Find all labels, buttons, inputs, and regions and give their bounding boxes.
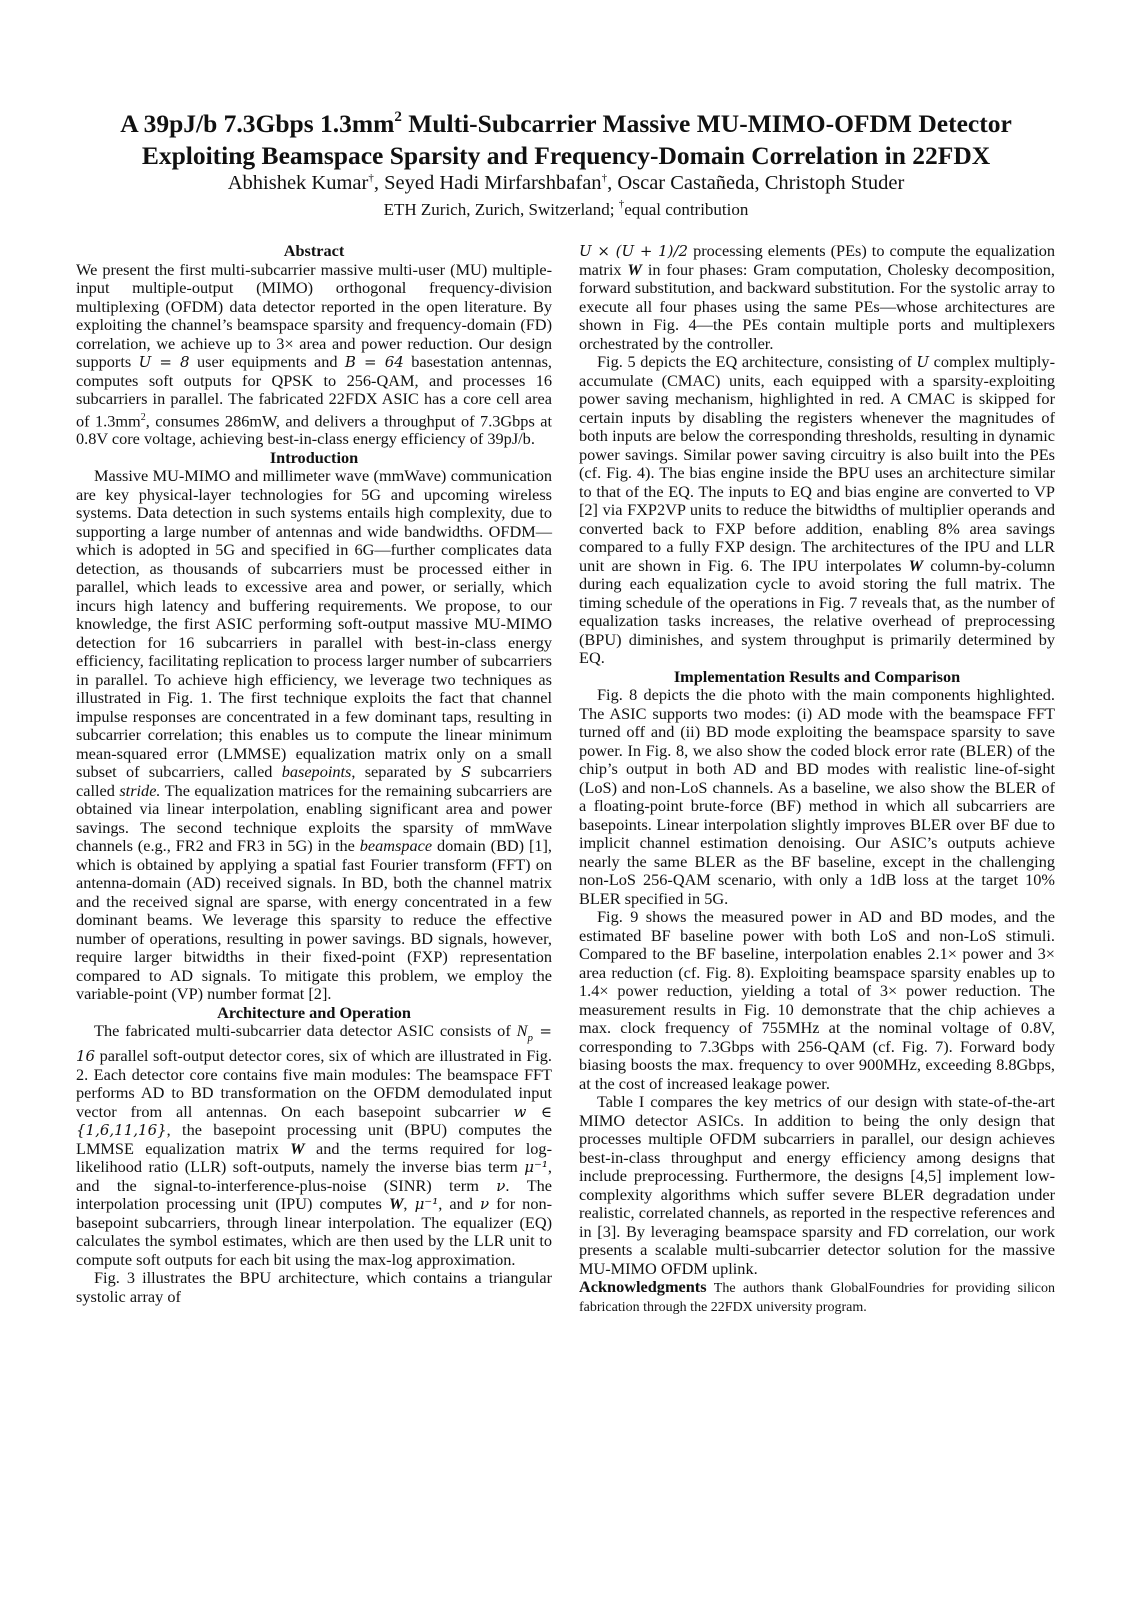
math-inline: = 16 [76, 1022, 553, 1066]
affiliation [40, 199, 1092, 221]
affiliation-note: equal contribution [624, 200, 749, 219]
math-inline: S [461, 763, 472, 782]
right-column [579, 242, 1055, 1317]
author-name: Christoph Studer [764, 172, 905, 194]
math-inline: μ⁻¹ [524, 1158, 548, 1177]
author-list: Abhishek Kumar†, Seyed Hadi Mirfarshbafan†, Oscar Castañeda, Christoph Studer [227, 172, 905, 194]
architecture-paragraph-1: The fabricated multi-subcarrier data detector ASIC consists of $N_p = 16$ parallel soft-output detector cores, six of which are illustrated in Fig. 2. Each detector core contains five main modules: The beamspace FFT performs AD to BD transformation on the OFDM demodulated input vector from all antennas. On each basepoint subcarrier w ∈ {1,6,11,16}, the basepoint processing unit (BPU) computes the LMMSE equalization matrix W and the terms required for log-likelihood ratio (LLR) soft-outputs, namely the inverse bias term μ⁻¹, and the signal-to-interference-plus-noise (SINR) term ν. The interpolation processing unit (IPU) computes W, μ⁻¹, and ν for non-basepoint subcarriers, through linear interpolation. The equalizer (EQ) calculates the symbol estimates, which are then used by the LLR unit to compute soft outputs for each bit using the max-log approximation. [76, 1021, 553, 1269]
math-inline: B = 64 [344, 353, 404, 371]
paper-title [40, 108, 1092, 172]
architecture-paragraph-2b: U × (U + 1)/2 processing elements (PEs) to compute the equalization matrix W in four phases: Gram computation, Cholesky decomposition, forward substitution, and backward substitution. For the systolic array to execute all four phases using the same PEs—whose architectures are shown in Fig. 4—the PEs contain multiple ports and multiplexers orchestrated by the controller. [579, 241, 1055, 353]
math-inline: ν [479, 1195, 490, 1214]
title-line1: A 39pJ/b 7.3Gbps 1.3mm [120, 109, 395, 138]
author-name: Seyed Hadi Mirfarshbafan [384, 172, 602, 194]
architecture-paragraph-3: Fig. 5 depicts the EQ architecture, consisting of U complex multiply-accumulate (CMAC) units, each equipped with a sparsity-exploiting power saving mechanism, highlighted in red. A CMAC is skipped for certain inputs by disabling the registers whenever the magnitudes of both inputs are below the corresponding thresholds, resulting in dynamic power savings. Similar power saving circuitry is also built into the PEs (cf. Fig. 4). The bias engine inside the BPU uses an architecture similar to that of the EQ. The inputs to EQ and bias engine are converted to VP [2] via FXP2VP units to reduce the bitwidths of multiplier operands and converted back to FXP before addition, enabling 8% area savings compared to a fully FXP design. The architectures of the IPU and LLR unit are shown in Fig. 6. The IPU interpolates W column-by-column during each equalization cycle to avoid storing the full matrix. The timing schedule of the operations in Fig. 7 reveals that, as the number of equalization tasks increases, the relative overhead of preprocessing (BPU) diminishes, and system throughput is primarily determined by EQ. [579, 352, 1055, 667]
title-line2: Exploiting Beamspace Sparsity and Frequency-Domain Correlation in 22FDX [141, 141, 991, 170]
abstract-paragraph: We present the first multi-subcarrier massive multi-user (MU) multiple-input multiple-output (MIMO) orthogonal frequency-division multiplexing (OFDM) data detector reported in the open literature. By exploiting the channel’s beamspace sparsity and frequency-domain (FD) correlation, we achieve up to 3× area and power reduction. Our design supports U = 8 user equipments and B = 64 basestation antennas, computes soft outputs for QPSK to 256-QAM, and processes 16 subcarriers in parallel. The fabricated 22FDX ASIC has a core cell area of $1.3mm^2$, consumes 286mW, and delivers a throughput of 7.3Gbps at 0.8V core voltage, achieving best-in-class energy efficiency of 39pJ/b. [76, 259, 552, 449]
architecture-heading: Architecture and Operation [217, 1002, 411, 1022]
equal-contribution-mark: † [368, 172, 374, 184]
introduction-heading: Introduction [269, 447, 359, 467]
math-inline: μ⁻¹ [414, 1195, 439, 1214]
equal-contribution-mark: † [601, 172, 608, 184]
author-name: Oscar Castañeda [617, 172, 755, 194]
results-paragraph-1: Fig. 8 depicts the die photo with the main components highlighted. The ASIC supports two modes: (i) AD mode with the beamspace FFT turned off and (ii) BD mode exploiting the beamspace sparsity to save power. In Fig. 8, we also show the coded block error rate (BLER) of the chip’s output in both AD and BD modes with realistic line-of-sight (LoS) and non-LoS channels. As a baseline, we also show the BLER of a floating-point brute-force (BF) method in which all subcarriers are basepoints. Linear interpolation slightly improves BLER over BF due to implicit channel estimation denoising. Our ASIC’s outputs achieve nearly the same BLER as the BF baseline, except in the challenging non-LoS 256-QAM scenario, with only a 1dB loss at the target 10% BLER specified in 5G. [579, 685, 1055, 908]
math-inline: U = 8 [138, 353, 190, 371]
title-superscript: 2 [394, 109, 402, 125]
results-heading: Implementation Results and Comparison [673, 666, 961, 686]
affiliation-mark: † [618, 198, 625, 210]
abstract-heading: Abstract [283, 241, 345, 260]
author-name: Abhishek Kumar [227, 172, 369, 194]
introduction-paragraph: Massive MU-MIMO and millimeter wave (mmWave) communication are key physical-layer technologies for 5G and upcoming wireless systems. Data detection in such systems entails high complexity, due to supporting a large number of antennas and wide bandwidths. OFDM—which is adopted in 5G and specified in 6G—further complicates data detection, as thousands of subcarriers must be processed either in parallel, which leads to excessive area and power, or serially, which incurs high latency and buffering requirements. We propose, to our knowledge, the first ASIC performing soft-output massive MU-MIMO detection for 16 subcarriers in parallel with best-in-class energy efficiency, facilitating replication to process larger number of subcarriers in parallel. To achieve high efficiency, we leverage two techniques as illustrated in Fig. 1. The first technique exploits the fact that channel impulse responses are concentrated in a few dominant taps, resulting in subcarrier correlation; this enables us to compute the linear minimum mean-squared error (LMMSE) equalization matrix only on a small subset of subcarriers, called basepoints, separated by S subcarriers called stride. The equalization matrices for the remaining subcarriers are obtained via linear interpolation, enabling significant area and power savings. The second technique exploits the sparsity of mmWave channels (e.g., FR2 and FR3 in 5G) in the beamspace domain (BD) [1], which is obtained by applying a spatial fast Fourier transform (FFT) on antenna-domain (AD) received signals. In BD, both the channel matrix and the received signal are sparse, with energy concentrated in a few dominant beams. We leverage this sparsity to reduce the effective number of operations, resulting in power savings. BD signals, however, require larger bitwidths in their fixed-point (FXP) representation compared to AD signals. To mitigate this problem, we employ the variable-point (VP) number format [2]. [76, 466, 553, 1004]
acknowledgments-text: The authors thank GlobalFoundries for providing silicon fabrication through the 22FDX university program. [579, 1281, 1055, 1315]
math-inline: ν [496, 1176, 506, 1195]
left-column [76, 242, 552, 1306]
architecture-paragraph-2a: Fig. 3 illustrates the BPU architecture, which contains a triangular systolic array of [76, 1268, 552, 1306]
math-inline: U [916, 353, 930, 371]
affiliation-text: ETH Zurich, Zurich, Switzerland; [383, 200, 619, 219]
math-inline: U × (U + 1)/2 [579, 242, 689, 260]
results-paragraph-3: Table I compares the key metrics of our design with state-of-the-art MIMO detector ASICs. In addition to being the only design that processes multiple OFDM subcarriers in parallel, our design achieves best-in-class throughput and energy efficiency among designs that include preprocessing. Furthermore, the designs [4,5] implement low-complexity algorithms which suffer severe BLER degradation under realistic, correlated channels, as reported in the respective references and in [3]. By leveraging beamspace sparsity and FD correlation, our work presents a scalable multi-subcarrier detector solution for the massive MU-MIMO OFDM uplink. [579, 1092, 1055, 1278]
acknowledgments [579, 1278, 1055, 1317]
results-paragraph-2: Fig. 9 shows the measured power in AD and BD modes, and the estimated BF baseline power with both LoS and non-LoS stimuli. Compared to the BF baseline, interpolation enables 2.1× power and 3× area reduction (cf. Fig. 8). Exploiting beamspace sparsity enables up to 1.4× power reduction, yielding a total of 3× power reduction. The measurement results in Fig. 10 demonstrate that the chip achieves a max. clock frequency of 755MHz at the nominal voltage of 0.8V, corresponding to 7.3Gbps with 256-QAM (cf. Fig. 7). Forward body biasing boosts the max. frequency to over 900MHz, exceeding 8.8Gbps, at the cost of increased leakage power. [579, 907, 1055, 1093]
title-line1-end: Multi-Subcarrier Massive MU-MIMO-OFDM Detector [401, 109, 1012, 138]
math-inline: w ∈ {1,6,11,16} [76, 1102, 552, 1140]
acknowledgments-heading: Acknowledgments [579, 1277, 707, 1296]
